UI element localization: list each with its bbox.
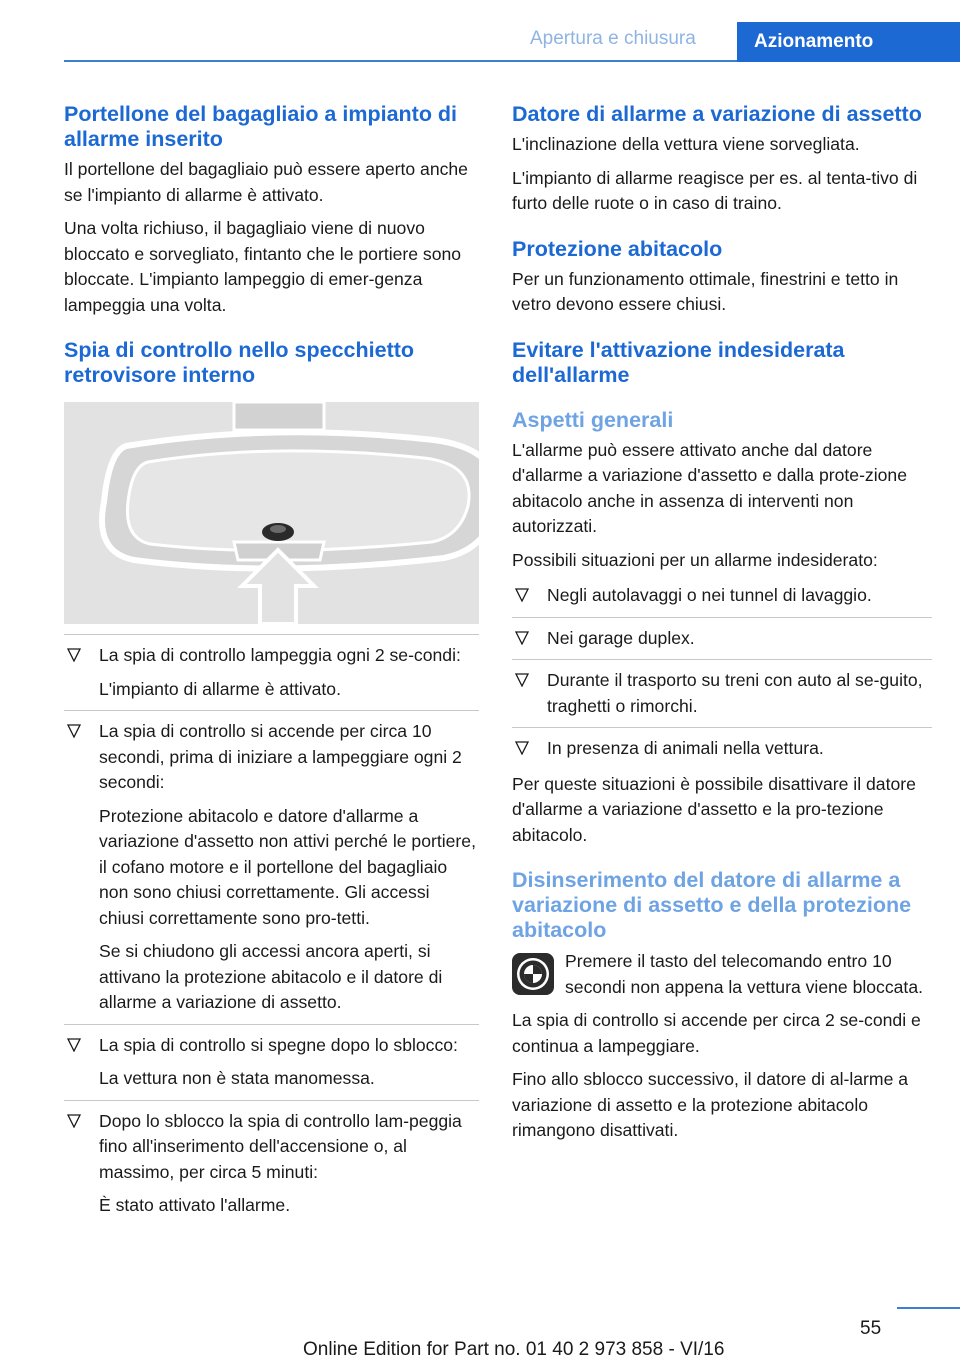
paragraph: Premere il tasto del telecomando entro 10 secondi non appena la vettura viene bloccata. xyxy=(565,951,923,997)
left-column xyxy=(64,102,479,1227)
triangle-bullet-icon xyxy=(67,724,81,738)
paragraph: Una volta richiuso, il bagagliaio viene di nuovo bloccato e sorvegliato, fintanto che le portiere sono bloccate. L'impianto lampeggio di emer‐genza lampeggia una volta. xyxy=(64,218,462,315)
list-item-result: Protezione abitacolo e datore d'allarme a variazione d'assetto non attivi perché le portiere, il cofano motore e il portellone del bagagliaio non sono chiusi correttamente. Gli accessi chiusi correttamente sono pro‐tetti. xyxy=(99,805,476,928)
rearview-mirror-image xyxy=(64,402,479,624)
page-number: 55 xyxy=(860,1318,882,1339)
mirror-illustration xyxy=(64,402,479,624)
list-item-text: Durante il trasporto su treni con auto al se‐guito, traghetti o rimorchi. xyxy=(547,670,923,716)
paragraph: La spia di controllo si accende per circa 2 se‐condi e continua a lampeggiare. xyxy=(512,1010,921,1056)
section-heading: Portellone del bagagliaio a impianto di allarme inserito xyxy=(64,102,458,151)
triangle-bullet-icon xyxy=(515,631,529,645)
list-item xyxy=(64,1101,479,1227)
indicator-list xyxy=(64,635,479,1227)
section-heading: Protezione abitacolo xyxy=(512,236,723,261)
list-item-text: La spia di controllo si spegne dopo lo sblocco: xyxy=(99,1034,458,1055)
list-item xyxy=(512,618,932,661)
section-heading: Spia di controllo nello specchietto retrovisore interno xyxy=(64,338,415,387)
list-item-text: Negli autolavaggi o nei tunnel di lavaggio. xyxy=(547,585,872,605)
list-item xyxy=(512,728,932,770)
edition-note: Online Edition for Part no. 01 40 2 973 858 - VI/16 xyxy=(303,1339,725,1360)
footer-rule xyxy=(897,1307,960,1309)
triangle-bullet-icon xyxy=(67,1038,81,1052)
list-item xyxy=(512,575,932,618)
remote-button-instruction xyxy=(512,949,932,1000)
list-item-text: In presenza di animali nella vettura. xyxy=(547,738,824,758)
right-column xyxy=(512,102,932,1144)
triangle-bullet-icon xyxy=(67,648,81,662)
paragraph: L'inclinazione della vettura viene sorvegliata. xyxy=(512,134,860,154)
list-item-result: È stato attivato l'allarme. xyxy=(99,1195,291,1215)
paragraph: Per queste situazioni è possibile disattivare il datore d'allarme a variazione d'assetto e la pro‐tezione abitacolo. xyxy=(512,773,916,845)
triangle-bullet-icon xyxy=(515,741,529,755)
paragraph: Possibili situazioni per un allarme indesiderato: xyxy=(512,549,878,570)
triangle-bullet-icon xyxy=(515,673,529,687)
list-item-text: La spia di controllo lampeggia ogni 2 se‐condi: xyxy=(99,645,461,665)
paragraph: L'allarme può essere attivato anche dal datore d'allarme a variazione d'assetto e dalla prote‐zione abitacolo anche in assenza di interventi non autorizzati. xyxy=(512,439,907,536)
list-item-result: La vettura non è stata manomessa. xyxy=(99,1068,375,1088)
paragraph: Il portellone del bagagliaio può essere aperto anche se l'impianto di allarme è attivato. xyxy=(64,159,468,205)
list-item-result: Se si chiudono gli accessi ancora aperti, si attivano la protezione abitacolo e il datore di allarme a variazione di assetto. xyxy=(99,941,443,1012)
list-item xyxy=(64,1025,479,1101)
triangle-bullet-icon xyxy=(67,1114,81,1128)
list-item-text: Dopo lo sblocco la spia di controllo lam‐peggia fino all'inserimento dell'accensione o, al massimo, per circa 5 minuti: xyxy=(99,1110,462,1182)
list-item xyxy=(512,660,932,728)
list-item xyxy=(64,711,479,1025)
triangle-bullet-icon xyxy=(515,588,529,602)
situation-list xyxy=(512,575,932,770)
header-section: Apertura e chiusura xyxy=(530,28,696,49)
subsection-heading: Disinserimento del datore di allarme a variazione di assetto e della protezione abitacolo xyxy=(512,868,912,942)
list-item-result: L'impianto di allarme è attivato. xyxy=(99,678,341,699)
section-heading: Evitare l'attivazione indesiderata dell'allarme xyxy=(512,337,845,387)
subsection-heading: Aspetti generali xyxy=(512,407,674,432)
section-heading: Datore di allarme a variazione di assetto xyxy=(512,102,922,126)
paragraph: Per un funzionamento ottimale, finestrini e tetto in vetro devono essere chiusi. xyxy=(512,268,899,314)
paragraph: L'impianto di allarme reagisce per es. al tenta‐tivo di furto delle ruote o in caso di traino. xyxy=(512,167,918,213)
list-item-text: Nei garage duplex. xyxy=(547,627,695,648)
list-item-text: La spia di controllo si accende per circa 10 secondi, prima di iniziare a lampeggiare ogni 2 secondi: xyxy=(99,721,462,792)
paragraph: Fino allo sblocco successivo, il datore di al‐larme a variazione di assetto e la protezione abitacolo rimangono disattivati. xyxy=(512,1069,909,1140)
header-chapter-tab: Azionamento xyxy=(737,22,960,62)
list-item xyxy=(64,635,479,711)
bmw-key-icon xyxy=(512,953,554,995)
